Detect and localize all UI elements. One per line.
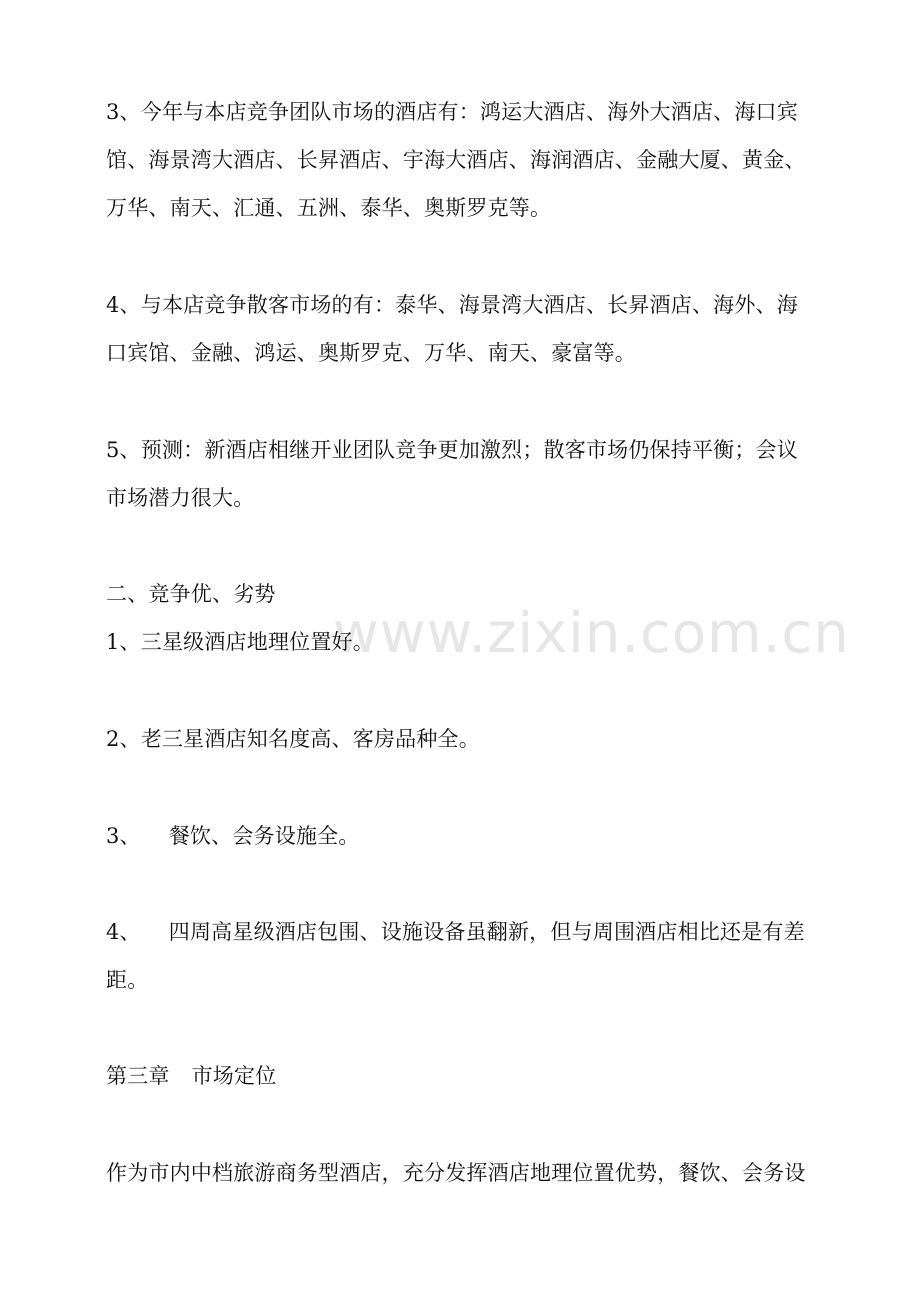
section2-item2: 2、老三星酒店知名度高、客房品种全。 [106,727,480,751]
chapter3-heading-number: 第三章 [106,1064,170,1088]
p5-line1: 5、预测：新酒店相继开业团队竞争更加激烈；散客市场仍保持平衡；会议 [106,438,798,462]
chapter3-body-line1: 作为市内中档旅游商务型酒店，充分发挥酒店地理位置优势，餐饮、会务设 [106,1161,806,1185]
p3-line1: 3、今年与本店竞争团队市场的酒店有：鸿运大酒店、海外大酒店、海口宾 [106,100,798,124]
section2-item3 [106,822,360,850]
section2-item4-number: 4、 [106,920,141,944]
chapter3-heading [106,1062,276,1090]
p3-line2: 馆、海景湾大酒店、长昇酒店、宇海大酒店、海润酒店、金融大厦、黄金、 [106,148,806,172]
watermark: www.zixin.com.cn [333,601,850,666]
section2-item1: 1、三星级酒店地理位置好。 [106,630,374,654]
chapter3-heading-title: 市场定位 [191,1064,277,1088]
p5-line2: 市场潜力很大。 [106,486,255,510]
section2-heading: 二、竞争优、劣势 [106,582,276,606]
p4-line1: 4、与本店竞争散客市场的有：泰华、海景湾大酒店、长昇酒店、海外、海 [106,293,798,317]
section2-item3-number: 3、 [106,824,141,848]
p4-line2: 口宾馆、金融、鸿运、奥斯罗克、万华、南天、豪富等。 [106,341,636,365]
p3-line3: 万华、南天、汇通、五洲、泰华、奥斯罗克等。 [106,196,552,220]
section2-item3-text: 餐饮、会务设施全。 [168,824,360,848]
section2-item4-text: 四周高星级酒店包围、设施设备虽翻新，但与周围酒店相比还是有差 [168,920,805,944]
section2-item4 [106,918,805,946]
section2-item4-line2: 距。 [106,968,149,992]
